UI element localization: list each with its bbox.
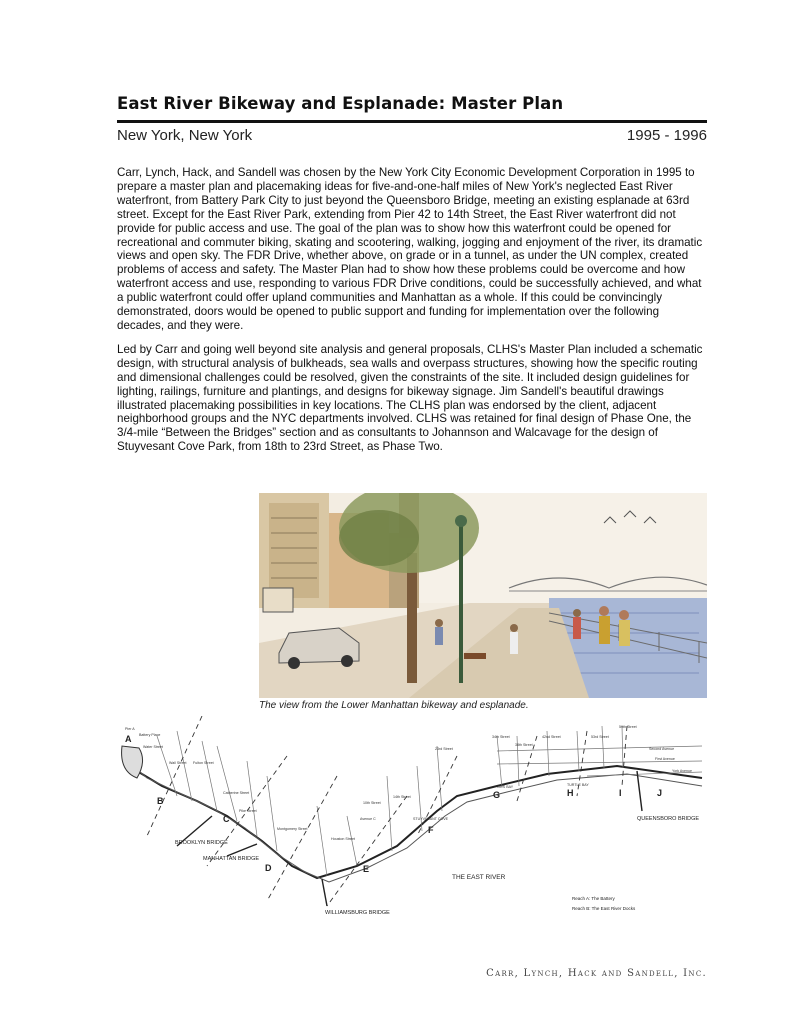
reach-letter-b: B [157,796,164,806]
street-label: 23rd Street [435,747,453,751]
street-label: 59th Street [619,725,637,729]
project-years: 1995 - 1996 [626,127,707,144]
reach-letter-i: I [619,788,622,798]
reach-letter-f: F [428,825,434,835]
illustration-caption: The view from the Lower Manhattan bikeway and esplanade. [259,700,529,711]
queensboro-bridge-label: QUEENSBORO BRIDGE [637,816,700,822]
legend-reach-b: Reach B: The East River Docks [572,906,636,911]
street-label: Montgomery Street [277,827,308,831]
east-river-label: THE EAST RIVER [452,874,506,881]
street-label: Pike Street [239,809,257,813]
firm-footer: Carr, Lynch, Hack and Sandell, Inc. [486,968,707,979]
esplanade-sketch [259,493,707,698]
street-label: Battery Place [139,733,161,737]
waterfront-map-drawing [117,716,709,921]
brooklyn-bridge-label: BROOKLYN BRIDGE [175,840,228,846]
street-label: STUYVESANT COVE [413,817,449,821]
street-label: 53rd Street [591,735,609,739]
paragraph-1: Carr, Lynch, Hack, and Sandell was chosen by the New York City Economic Development Corporation in 1995 to prepare a master plan and placemaking ideas for five-and-one-half miles of New York's neglected East River waterfront, from Battery Park City to just beyond the Queensboro Bridge, meeting an existing esplanade at 63rd street. Except for the East River Park, extending from Pier 42 to 14th Street, the East River waterfront did not provide for public access and use. The goal of the plan was to show how this waterfront could be opened for recreational and commuter biking, skating and scootering, walking, jogging and enjoyment of the river, its dramatic views and open sky. The FDR Drive, whether above, on grade or in a tunnel, as under the UN complex, created problems of access and safety. The Master Plan had to show how these problems could be overcome and how waterfront access and use, responding to various FDR Drive conditions, could be successfully achieved, and what a public waterfront could offer upland communities and Manhattan as a whole. If this could be convincingly demonstrated, doors would be opened to public support and funding for implementation over the following decades, and they were. [117,166,703,332]
reach-letter-a: A [125,734,132,744]
street-label: Second Avenue [649,747,675,751]
street-label: TURTLE BAY [567,783,589,787]
street-label: Houston Street [331,837,355,841]
reach-letter-j: J [657,788,663,798]
reach-letter-e: E [363,864,370,874]
esplanade-illustration [259,493,707,698]
paragraph-2: Led by Carr and going well beyond site analysis and general proposals, CLHS's Master Plan included a schematic design, with structural analysis of bulkheads, sea walls and overpass structures, showing how the specific routing and dimensional challenges could be resolved, given the constraints of the site. It included design guidelines for lighting, railings, furniture and plantings, and designs for bikeway signage. Jim Sandell's beautiful drawings illustrated placemaking possibilities in key locations. The CLHS plan was endorsed by the client, adjacent neighborhood groups and the NYC departments involved. CLHS was retained for final design of Phase One, the 3/4-mile “Between the Bridges” section and as consultants to Johannson and Walcavage for the design of Stuyvesant Cove Park, from 18th to 23rd Street, as Phase Two. [117,342,703,454]
reach-letter-g: G [493,790,501,800]
street-label: Wall Street [169,761,187,765]
street-label: 10th Street [363,801,381,805]
reach-letter-c: C [223,814,230,824]
street-label: First Avenue [655,757,675,761]
street-label: Avenue C [360,817,376,821]
street-label: Catherine Street [223,791,250,795]
reach-letter-d: D [265,863,272,873]
street-label: Pier A [125,727,135,731]
williamsburg-bridge-label: WILLIAMSBURG BRIDGE [325,910,390,916]
project-location: New York, New York [117,127,253,144]
body-text [117,166,709,464]
street-label: 34th Street [492,735,510,739]
manhattan-bridge-label: MANHATTAN BRIDGE [203,856,260,862]
page-title: East River Bikeway and Esplanade: Master Plan [117,94,564,113]
street-label: Fulton Street [193,761,214,765]
legend-reach-a: Reach A: The Battery [572,896,615,901]
street-label: York Avenue [672,769,692,773]
street-label: 14th Street [393,795,411,799]
waterfront-map [117,716,709,921]
title-rule [117,120,707,123]
street-label: KIPS BAY [497,785,514,789]
street-label: 42nd Street [542,735,561,739]
street-label: 38th Street [515,743,533,747]
reach-letter-h: H [567,788,574,798]
street-label: Water Street [143,745,164,749]
